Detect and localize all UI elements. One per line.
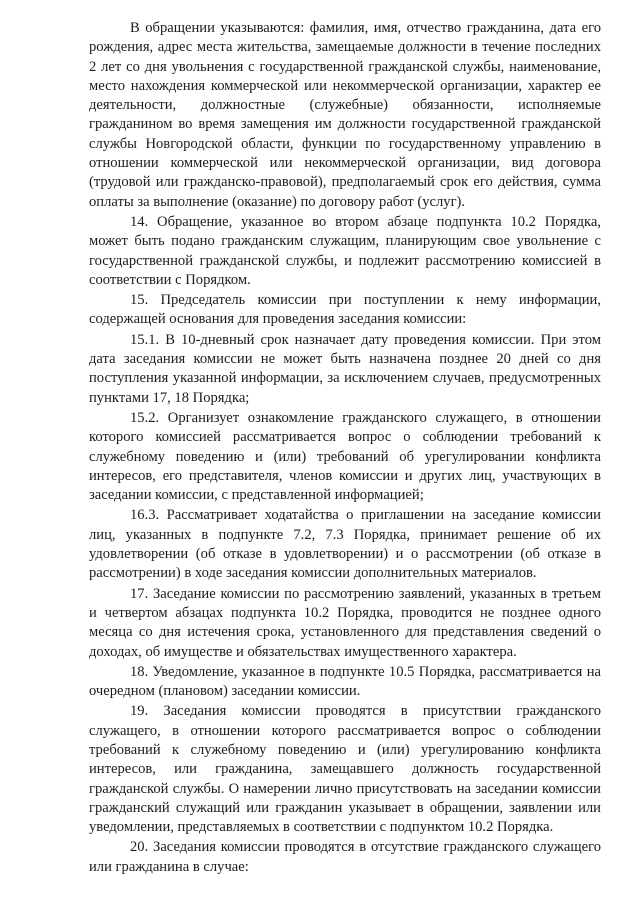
paragraph-16-3: 16.3. Рассматривает ходатайства о приглашении на заседание комиссии лиц, указанных в подпункте 7.2, 7.3 Порядка, принимает решение об их удовлетворении (об отказе в удовлетворении) и о рассмотрении (об отказе в рассмотрении) в ходе заседания комиссии дополнительных материалов. (89, 507, 601, 582)
paragraph-15-1: 15.1. В 10-дневный срок назначает дату проведения комиссии. При этом дата заседания комиссии не может быть назначена позднее 20 дней со дня поступления указанной информации, за исключением случаев, предусмотренных пунктами 17, 18 Порядка; (89, 331, 601, 406)
paragraph-17: 17. Заседание комиссии по рассмотрению заявлений, указанных в третьем и четвертом абзацах подпункта 10.2 Порядка, проводится не позднее одного месяца со дня истечения срока, установленного для представления сведений о доходах, об имуществе и обязательствах имущественного характера. (89, 585, 601, 660)
paragraph-20: 20. Заседания комиссии проводятся в отсутствие гражданского служащего или гражданина в случае: (89, 839, 601, 875)
paragraph-18: 18. Уведомление, указанное в подпункте 10.5 Порядка, рассматривается на очередном (плановом) заседании комиссии. (89, 663, 601, 700)
paragraph-15-2: 15.2. Организует ознакомление гражданского служащего, в отношении которого комиссией рассматривается вопрос о соблюдении требований к служебному поведению и (или) требований об урегулировании конфликта интересов, его представителя, членов комиссии и других лиц, участвующих в заседании комиссии, с представленной информацией; (89, 409, 601, 504)
paragraph-19: 19. Заседания комиссии проводятся в присутствии гражданского служащего, в отношении которого рассматривается вопрос о соблюдении требований к служебному поведению и (или) урегулированию конфликта интересов, или гражданина, замещавшего должность государственной гражданской службы. О намерении лично присутствовать на заседании комиссии гражданский служащий или гражданин указывает в обращении, заявлении или уведомлении, представляемых в соответствии с подпунктом 10.2 Порядка. (89, 703, 601, 836)
paragraph-14: 14. Обращение, указанное во втором абзаце подпункта 10.2 Порядка, может быть подано гражданским служащим, планирующим свое увольнение с государственной гражданской службы, и подлежит рассмотрению комиссией в соответствии с Порядком. (89, 213, 601, 288)
paragraph-intro: В обращении указываются: фамилия, имя, отчество гражданина, дата его рождения, адрес места жительства, замещаемые должности в течение последних 2 лет со дня увольнения с государственной гражданской службы, наименование, место нахождения коммерческой или некоммерческой организации, характер ее деятельности, должностные (служебные) обязанности, исполняемые гражданином во время замещения им должности государственной гражданской службы Новгородской области, функции по государственному управлению в отношении коммерческой или некоммерческой организации, вид договора (трудовой или гражданско-правовой), предполагаемый срок его действия, сумма оплаты за выполнение (оказание) по договору работ (услуг). (89, 20, 601, 210)
paragraph-15: 15. Председатель комиссии при поступлении к нему информации, содержащей основания для проведения заседания комиссии: (89, 292, 601, 328)
document-page (89, 19, 601, 877)
